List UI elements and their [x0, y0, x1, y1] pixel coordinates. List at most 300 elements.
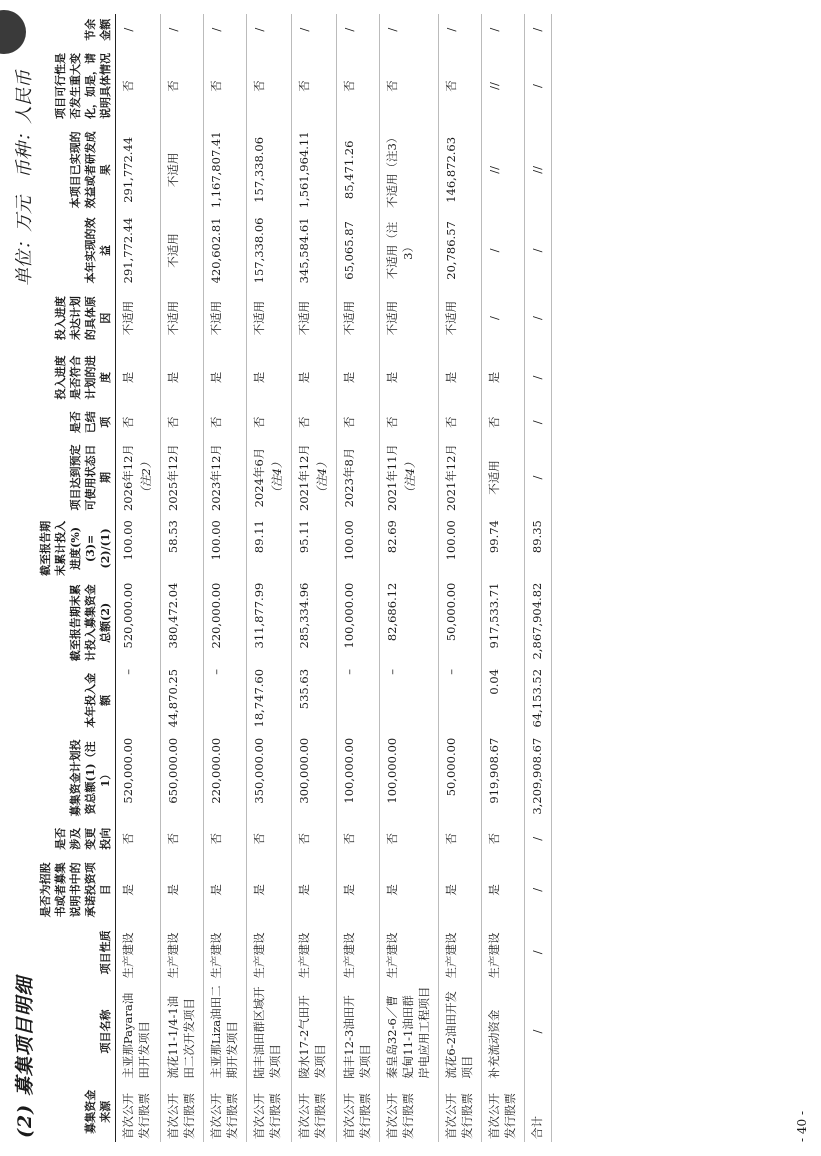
cell-progress-text: 100.00: [444, 520, 458, 561]
cell-remaining-text: /: [166, 27, 180, 32]
cell-feasible-text: 否: [385, 80, 399, 92]
total-reason: /: [525, 288, 552, 348]
cell-source-text: 首次公开发行股票: [166, 1093, 196, 1139]
date-note: （注4）: [403, 456, 417, 499]
cell-remaining: [439, 14, 482, 45]
cell-year-benefit: [337, 213, 380, 288]
cell-closed-text: 否: [166, 416, 180, 429]
cell-total-benefit-text: 1,167,807.41: [209, 131, 223, 209]
cell-closed-text: 否: [487, 416, 501, 429]
cell-date: [482, 438, 525, 517]
section-title: (2) 募集项目明细: [14, 976, 36, 1138]
cell-on-plan: [337, 348, 380, 406]
cell-total-benefit: [380, 127, 439, 213]
cell-promised-text: 是: [385, 884, 399, 896]
cell-changed: [337, 821, 380, 856]
cell-nature-text: 生产建设: [487, 932, 501, 979]
cell-name: [337, 982, 380, 1082]
cell-reason: [439, 288, 482, 348]
cell-changed: [247, 821, 292, 856]
cell-on-plan-text: 是: [252, 371, 266, 384]
cell-name-text: 陆丰油田群区域开发项目: [252, 986, 282, 1079]
cell-source-text: 首次公开发行股票: [385, 1093, 415, 1139]
cell-feasible-text: 否: [342, 80, 356, 92]
cell-on-plan-text: 是: [342, 371, 356, 384]
cell-progress-text: 89.11: [252, 520, 266, 554]
cell-cum-input: [247, 580, 292, 666]
cell-reason: [292, 288, 337, 348]
cell-name: [482, 982, 525, 1082]
col-header: 本年投入金额: [36, 666, 116, 735]
cell-cum-input: [439, 580, 482, 666]
cell-nature: [482, 923, 525, 981]
cell-progress: [204, 517, 247, 580]
cell-closed: [116, 407, 161, 438]
cell-promised-text: 是: [209, 884, 223, 896]
table-row: [247, 14, 292, 1142]
col-header: 投入进度是否符合计划的进度: [36, 348, 116, 406]
cell-progress: [161, 517, 204, 580]
cell-source-text: 首次公开发行股票: [209, 1093, 239, 1139]
cell-date: [337, 438, 380, 517]
cell-closed-text: 否: [297, 416, 311, 429]
corner-badge: [0, 10, 26, 54]
page-number: - 40 -: [795, 1110, 809, 1142]
cell-year-input: [380, 666, 439, 735]
cell-reason-text: 不适用: [385, 300, 399, 336]
cell-year-benefit-text: 420,602.81: [209, 217, 223, 284]
cell-planned-text: 100,000.00: [385, 737, 399, 804]
total-total-benefit: //: [525, 127, 552, 213]
cell-year-input-text: 0.04: [487, 668, 501, 695]
cell-reason-text: 不适用: [121, 300, 135, 336]
cell-changed-text: 否: [342, 833, 356, 845]
cell-promised: [380, 856, 439, 923]
cell-progress-text: 100.00: [342, 520, 356, 561]
cell-planned: [439, 735, 482, 821]
cell-name: [116, 982, 161, 1082]
cell-cum-input: [161, 580, 204, 666]
cell-date-text: 2024年6月: [252, 447, 266, 508]
cell-nature: [116, 923, 161, 981]
cell-source: [161, 1082, 204, 1142]
cell-planned-text: 100,000.00: [342, 737, 356, 804]
cell-cum-input-text: 380,472.04: [166, 582, 180, 649]
cell-changed-text: 否: [297, 833, 311, 845]
cell-nature-text: 生产建设: [385, 932, 399, 979]
cell-feasible: [337, 45, 380, 126]
cell-name: [204, 982, 247, 1082]
cell-promised: [247, 856, 292, 923]
cell-year-input: [439, 666, 482, 735]
cell-planned-text: 650,000.00: [166, 737, 180, 804]
cell-on-plan-text: 是: [487, 371, 501, 384]
cell-name-text: 主亚那Liza油田二期开发项目: [209, 985, 239, 1079]
cell-reason-text: 不适用: [297, 300, 311, 336]
cell-feasible-text: 否: [252, 80, 266, 92]
table-row: [337, 14, 380, 1142]
cell-progress: [337, 517, 380, 580]
cell-nature: [337, 923, 380, 981]
cell-closed-text: 否: [385, 416, 399, 429]
cell-year-input-text: 18,747.60: [252, 668, 266, 728]
total-nature: /: [525, 923, 552, 981]
cell-name: [380, 982, 439, 1082]
cell-year-benefit-text: 157,338.06: [252, 217, 266, 284]
cell-reason-text: 不适用: [252, 300, 266, 336]
cell-source: [204, 1082, 247, 1142]
cell-progress-text: 99.74: [487, 520, 501, 554]
cell-cum-input-text: 520,000.00: [121, 582, 135, 649]
cell-planned: [292, 735, 337, 821]
cell-closed: [482, 407, 525, 438]
cell-name-text: 陆丰12-3油田开发项目: [342, 995, 372, 1079]
col-header: 是否已结项: [36, 407, 116, 438]
cell-progress-text: 82.69: [385, 520, 399, 554]
table-body: [116, 14, 525, 1142]
cell-reason: [482, 288, 525, 348]
table-row: [439, 14, 482, 1142]
cell-nature-text: 生产建设: [342, 932, 356, 979]
cell-remaining-text: /: [385, 27, 399, 32]
cell-promised-text: 是: [121, 884, 135, 896]
table-header-row: [36, 14, 116, 1142]
cell-feasible: [482, 45, 525, 126]
col-header: 本年实现的效益: [36, 213, 116, 288]
cell-year-input-text: –: [444, 668, 458, 675]
cell-feasible: [204, 45, 247, 126]
cell-closed: [292, 407, 337, 438]
total-closed: /: [525, 407, 552, 438]
cell-reason-text: 不适用: [166, 300, 180, 336]
cell-year-benefit-text: 不适用: [166, 233, 180, 268]
cell-nature: [439, 923, 482, 981]
cell-year-benefit: [292, 213, 337, 288]
cell-year-input-text: –: [385, 668, 399, 675]
cell-remaining-text: /: [444, 27, 458, 32]
col-header: 项目名称: [36, 982, 116, 1082]
cell-promised: [204, 856, 247, 923]
col-header: 是否为招股书或者募集说明书中的承诺投资项目: [36, 856, 116, 923]
cell-changed-text: 否: [166, 833, 180, 845]
cell-feasible: [116, 45, 161, 126]
cell-on-plan: [439, 348, 482, 406]
cell-closed: [380, 407, 439, 438]
cell-year-benefit-text: 20,786.57: [444, 221, 458, 280]
cell-year-input-text: –: [121, 668, 135, 675]
cell-planned: [161, 735, 204, 821]
col-header: 募集资金来源: [36, 1082, 116, 1142]
cell-nature: [204, 923, 247, 981]
cell-on-plan-text: 是: [166, 371, 180, 384]
cell-year-input: [337, 666, 380, 735]
cell-year-input-text: –: [342, 668, 356, 675]
cell-planned-text: 50,000.00: [444, 737, 458, 797]
cell-closed: [439, 407, 482, 438]
cell-on-plan: [204, 348, 247, 406]
cell-progress-text: 100.00: [209, 520, 223, 561]
cell-year-benefit: [439, 213, 482, 288]
cell-source: [247, 1082, 292, 1142]
cell-total-benefit-text: 291,772.44: [121, 136, 135, 203]
cell-remaining: [161, 14, 204, 45]
col-header: 截至报告期末累计投入进度(%)(3)=(2)/(1): [36, 517, 116, 580]
cell-cum-input-text: 311,877.99: [252, 582, 266, 649]
cell-source: [116, 1082, 161, 1142]
cell-promised: [337, 856, 380, 923]
cell-nature-text: 生产建设: [209, 932, 223, 979]
cell-progress-text: 100.00: [121, 520, 135, 561]
cell-planned: [247, 735, 292, 821]
cell-source: [380, 1082, 439, 1142]
table-row: [482, 14, 525, 1142]
cell-year-input: [247, 666, 292, 735]
cell-feasible: [292, 45, 337, 126]
cell-promised: [292, 856, 337, 923]
cell-remaining: [247, 14, 292, 45]
cell-year-benefit-text: 65,065.87: [342, 221, 356, 280]
cell-feasible-text: 否: [166, 80, 180, 92]
cell-planned-text: 350,000.00: [252, 737, 266, 804]
cell-total-benefit: [482, 127, 525, 213]
cell-date-text: 2021年12月: [444, 444, 458, 511]
cell-feasible: [161, 45, 204, 126]
date-note: （注2）: [139, 456, 153, 499]
cell-planned: [482, 735, 525, 821]
table-row: [292, 14, 337, 1142]
cell-total-benefit: [439, 127, 482, 213]
cell-year-benefit: [161, 213, 204, 288]
cell-changed: [439, 821, 482, 856]
cell-reason: [337, 288, 380, 348]
cell-nature: [247, 923, 292, 981]
cell-name-text: 补充流动资金: [487, 1009, 501, 1079]
cell-source-text: 首次公开发行股票: [342, 1093, 372, 1139]
cell-source-text: 首次公开发行股票: [121, 1093, 151, 1139]
cell-progress-text: 95.11: [297, 520, 311, 554]
cell-year-benefit: [116, 213, 161, 288]
cell-total-benefit-text: //: [487, 165, 501, 174]
cell-cum-input: [116, 580, 161, 666]
date-note: （注4）: [315, 456, 329, 499]
total-on-plan: /: [525, 348, 552, 406]
cell-source: [292, 1082, 337, 1142]
cell-planned: [204, 735, 247, 821]
cell-nature-text: 生产建设: [297, 932, 311, 979]
col-header: 投入进度未达计划的具体原因: [36, 288, 116, 348]
cell-nature-text: 生产建设: [166, 932, 180, 979]
total-remaining: /: [525, 14, 552, 45]
cell-name-text: 陵水17-2气田开发项目: [297, 995, 327, 1079]
cell-closed-text: 否: [342, 416, 356, 429]
cell-name: [439, 982, 482, 1082]
cell-year-input: [482, 666, 525, 735]
col-header: 项目性质: [36, 923, 116, 981]
cell-date: [439, 438, 482, 517]
cell-year-benefit: [380, 213, 439, 288]
cell-date-text: 2021年11月: [385, 444, 399, 511]
cell-planned: [380, 735, 439, 821]
cell-reason-text: 不适用: [444, 300, 458, 336]
cell-total-benefit: [161, 127, 204, 213]
cell-on-plan-text: 是: [121, 371, 135, 384]
cell-closed-text: 否: [121, 416, 135, 429]
cell-closed: [204, 407, 247, 438]
cell-promised-text: 是: [487, 884, 501, 896]
cell-year-benefit: [204, 213, 247, 288]
date-note: （注4）: [270, 456, 284, 499]
cell-remaining: [337, 14, 380, 45]
cell-cum-input-text: 220,000.00: [209, 582, 223, 649]
cell-on-plan: [292, 348, 337, 406]
cell-reason: [204, 288, 247, 348]
cell-cum-input: [380, 580, 439, 666]
cell-remaining-text: /: [252, 27, 266, 32]
total-progress: 89.35: [525, 517, 552, 580]
cell-source: [439, 1082, 482, 1142]
cell-on-plan-text: 是: [444, 371, 458, 384]
cell-remaining: [204, 14, 247, 45]
cell-promised: [161, 856, 204, 923]
total-feasible: /: [525, 45, 552, 126]
col-header: 本项目已实现的效益或者研发成果: [36, 127, 116, 213]
cell-feasible-text: 否: [444, 80, 458, 92]
cell-closed-text: 否: [252, 416, 266, 429]
cell-remaining-text: /: [342, 27, 356, 32]
cell-feasible: [247, 45, 292, 126]
table-row: [161, 14, 204, 1142]
cell-progress-text: 58.53: [166, 520, 180, 554]
cell-year-benefit: [482, 213, 525, 288]
cell-year-input-text: 44,870.25: [166, 668, 180, 728]
cell-reason: [380, 288, 439, 348]
cell-name-text: 秦皇岛32-6／曹妃甸11-1油田群岸电应用工程项目: [385, 986, 431, 1079]
cell-name-text: 流花6-2油田开发项目: [444, 991, 474, 1079]
col-header: 节余金额: [36, 14, 116, 45]
cell-remaining: [482, 14, 525, 45]
cell-planned: [337, 735, 380, 821]
cell-closed-text: 否: [444, 416, 458, 429]
cell-promised: [482, 856, 525, 923]
cell-promised-text: 是: [342, 884, 356, 896]
cell-cum-input: [204, 580, 247, 666]
cell-remaining-text: /: [487, 27, 501, 32]
cell-year-benefit-text: 345,584.61: [297, 217, 311, 284]
cell-reason-text: /: [487, 316, 501, 321]
cell-promised-text: 是: [444, 884, 458, 896]
cell-planned-text: 300,000.00: [297, 737, 311, 804]
cell-name-text: 流花11-1/4-1油田二次开发项目: [166, 995, 196, 1079]
cell-year-benefit-text: 291,772.44: [121, 217, 135, 284]
cell-total-benefit-text: 不适用: [166, 152, 180, 188]
cell-name: [161, 982, 204, 1082]
cell-nature: [161, 923, 204, 981]
cell-total-benefit-text: 1,561,964.11: [297, 131, 311, 209]
cell-progress: [247, 517, 292, 580]
cell-promised-text: 是: [297, 884, 311, 896]
cell-on-plan: [116, 348, 161, 406]
cell-reason-text: 不适用: [342, 300, 356, 336]
cell-year-input: [116, 666, 161, 735]
cell-date: [247, 438, 292, 517]
cell-source-text: 首次公开发行股票: [444, 1093, 474, 1139]
cell-cum-input-text: 917,533.71: [487, 582, 501, 649]
cell-year-input: [292, 666, 337, 735]
cell-promised: [439, 856, 482, 923]
cell-on-plan: [247, 348, 292, 406]
cell-cum-input: [292, 580, 337, 666]
total-cum-input: 2,867,904.82: [525, 580, 552, 666]
cell-planned-text: 520,000.00: [121, 737, 135, 804]
cell-reason: [247, 288, 292, 348]
cell-date-text: 不适用: [487, 460, 501, 495]
cell-year-input: [204, 666, 247, 735]
total-year-input: 64,153.52: [525, 666, 552, 735]
cell-feasible-text: 否: [209, 80, 223, 92]
cell-remaining: [292, 14, 337, 45]
cell-total-benefit: [116, 127, 161, 213]
cell-cum-input-text: 50,000.00: [444, 582, 458, 642]
cell-nature: [292, 923, 337, 981]
total-label: 合计: [525, 1082, 552, 1142]
cell-feasible-text: //: [487, 82, 501, 90]
cell-changed: [482, 821, 525, 856]
cell-remaining-text: /: [209, 27, 223, 32]
cell-changed: [292, 821, 337, 856]
cell-total-benefit: [204, 127, 247, 213]
cell-changed-text: 否: [209, 833, 223, 845]
cell-year-input: [161, 666, 204, 735]
total-changed: /: [525, 821, 552, 856]
cell-date: [161, 438, 204, 517]
cell-date-text: 2023年12月: [209, 444, 223, 511]
cell-changed-text: 否: [385, 833, 399, 845]
col-header: 截至报告期末累计投入募集资金总额(2): [36, 580, 116, 666]
cell-changed-text: 否: [444, 833, 458, 845]
cell-name: [292, 982, 337, 1082]
cell-total-benefit-text: 146,872.63: [444, 136, 458, 203]
cell-progress: [482, 517, 525, 580]
cell-total-benefit-text: 不适用（注3）: [385, 131, 399, 209]
cell-closed: [337, 407, 380, 438]
total-name: /: [525, 982, 552, 1082]
cell-on-plan: [380, 348, 439, 406]
table-row: [380, 14, 439, 1142]
cell-reason-text: 不适用: [209, 300, 223, 336]
cell-changed-text: 否: [487, 833, 501, 845]
cell-date-text: 2026年12月: [121, 444, 135, 511]
cell-year-input-text: 535.63: [297, 668, 311, 710]
cell-date-text: 2025年12月: [166, 444, 180, 511]
cell-planned: [116, 735, 161, 821]
cell-nature-text: 生产建设: [252, 932, 266, 979]
cell-date-text: 2023年8月: [342, 447, 356, 508]
total-planned: 3,209,908.67: [525, 735, 552, 821]
cell-total-benefit: [292, 127, 337, 213]
cell-nature-text: 生产建设: [121, 932, 135, 979]
total-row: [525, 14, 552, 1142]
cell-nature: [380, 923, 439, 981]
cell-source-text: 首次公开发行股票: [487, 1093, 517, 1139]
cell-progress: [439, 517, 482, 580]
cell-on-plan: [482, 348, 525, 406]
cell-planned-text: 220,000.00: [209, 737, 223, 804]
fund-project-table: [36, 14, 552, 1142]
cell-feasible-text: 否: [297, 80, 311, 92]
cell-year-benefit-text: /: [487, 248, 501, 253]
cell-feasible: [380, 45, 439, 126]
cell-year-benefit-text: 不适用（注3）: [385, 221, 415, 280]
